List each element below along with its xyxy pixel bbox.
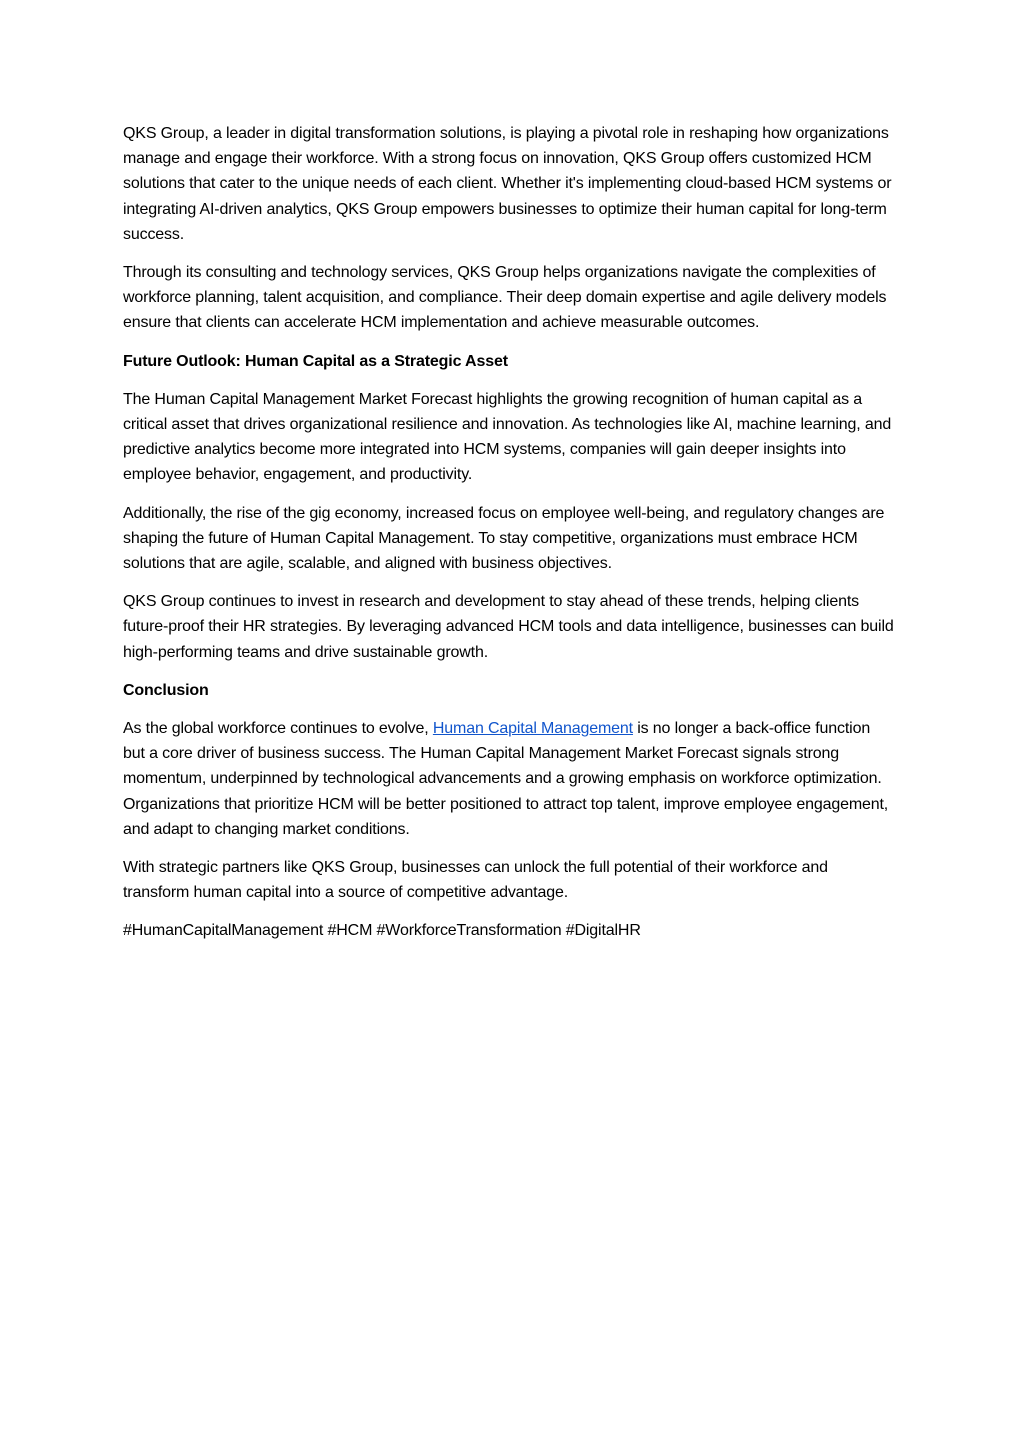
paragraph-strategic-partners: With strategic partners like QKS Group, businesses can unlock the full potential of their workforce and transform human capital into a source of competitive advantage. bbox=[123, 859, 828, 902]
paragraph-conclusion bbox=[123, 716, 895, 842]
conclusion-text-before: As the global workforce continues to evolve, bbox=[123, 720, 433, 738]
paragraph-market-forecast: The Human Capital Management Market Forecast highlights the growing recognition of human capital as a critical asset that drives organizational resilience and innovation. As technologies like AI, machine learning, and predictive analytics become more integrated into HCM systems, companies will gain deeper insights into employee behavior, engagement, and productivity. bbox=[123, 390, 892, 484]
heading-conclusion: Conclusion bbox=[123, 681, 209, 699]
paragraph-gig-economy: Additionally, the rise of the gig economy, increased focus on employee well-being, and regulatory changes are shaping the future of Human Capital Management. To stay competitive, organizations must embrace HCM solutions that are agile, scalable, and aligned with business objectives. bbox=[123, 504, 885, 573]
paragraph-research: QKS Group continues to invest in research and development to stay ahead of these trends, helping clients future-proof their HR strategies. By leveraging advanced HCM tools and data intelligence, businesses can build high-performing teams and drive sustainable growth. bbox=[123, 593, 894, 661]
document-page bbox=[123, 121, 895, 957]
conclusion-text-after: is no longer a back-office function but a core driver of business success. The Human Capital Management Market Forecast signals strong momentum, underpinned by technological advancements and a growing emphasis on workforce optimization. Organizations that prioritize HCM will be better positioned to attract top talent, improve employee engagement, and adapt to changing market conditions. bbox=[123, 720, 889, 838]
hashtags: #HumanCapitalManagement #HCM #WorkforceTransformation #DigitalHR bbox=[123, 922, 641, 940]
paragraph-qks-intro: QKS Group, a leader in digital transformation solutions, is playing a pivotal role in reshaping how organizations manage and engage their workforce. With a strong focus on innovation, QKS Group offers customized HCM solutions that cater to the unique needs of each client. Whether it's implementing cloud-based HCM systems or integrating AI-driven analytics, QKS Group empowers businesses to optimize their human capital for long-term success. bbox=[123, 125, 892, 243]
heading-future-outlook: Future Outlook: Human Capital as a Strategic Asset bbox=[123, 352, 508, 370]
human-capital-management-link[interactable]: Human Capital Management bbox=[432, 720, 633, 738]
paragraph-consulting: Through its consulting and technology services, QKS Group helps organizations navigate the complexities of workforce planning, talent acquisition, and compliance. Their deep domain expertise and agile delivery models ensure that clients can accelerate HCM implementation and achieve measurable outcomes. bbox=[123, 264, 887, 332]
